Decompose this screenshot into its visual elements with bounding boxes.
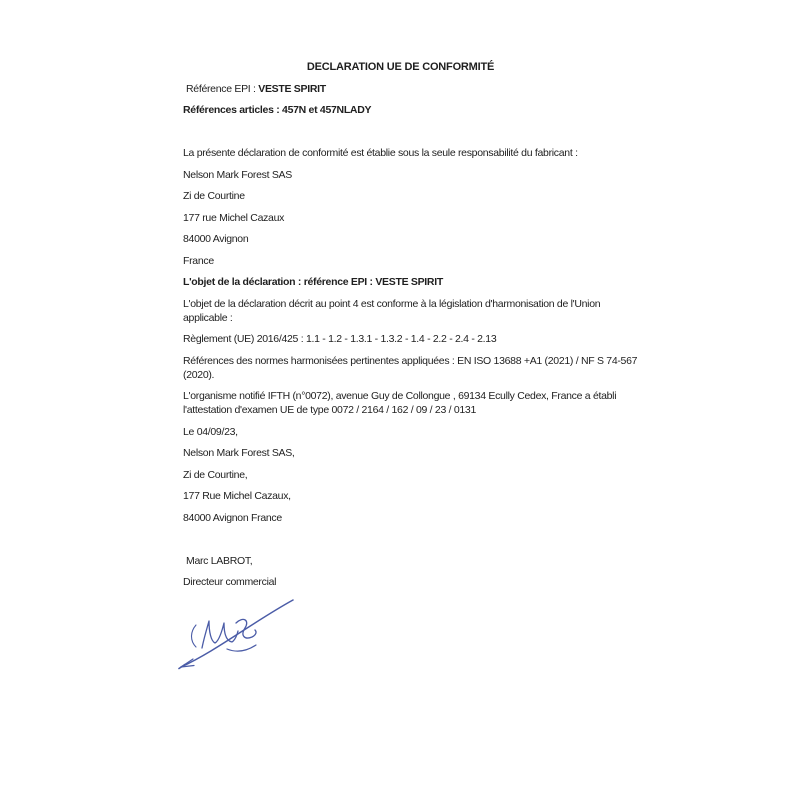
object-heading-line: L'objet de la déclaration : référence EPI : VESTE SPIRIT [183, 276, 443, 288]
standards-line-1: Références des normes harmonisées pertinentes appliquées : EN ISO 13688 +A1 (2021) / NF S 74-567 [183, 354, 638, 367]
reference-epi-line [183, 82, 618, 96]
closing-city-line: 84000 Avignon France [183, 511, 282, 524]
signatory-title-line: Directeur commercial [183, 576, 277, 588]
closing-zone-line: Zi de Courtine, [183, 468, 248, 481]
closing-street-line: 177 Rue Michel Cazaux, [183, 490, 291, 502]
manufacturer-country-line: France [183, 254, 214, 267]
notified-body-line-2: l'attestation d'examen UE de type 0072 / 2164 / 162 / 09 / 23 / 0131 [183, 404, 476, 416]
conformity-statement-paragraph [183, 297, 618, 325]
notified-body-paragraph [183, 389, 618, 417]
references-articles-line: Références articles : 457N et 457NLADY [183, 104, 372, 116]
document-content [183, 60, 638, 597]
reference-epi-value: VESTE SPIRIT [258, 82, 326, 95]
signatory-name-line: Marc LABROT, [186, 554, 253, 567]
manufacturer-name-line: Nelson Mark Forest SAS [183, 168, 292, 181]
document-title: DECLARATION UE DE CONFORMITÉ [306, 61, 495, 73]
closing-name-line: Nelson Mark Forest SAS, [183, 447, 295, 459]
manufacturer-city-line: 84000 Avignon [183, 233, 249, 245]
manufacturer-street-line: 177 rue Michel Cazaux [183, 211, 285, 224]
responsibility-statement-line: La présente déclaration de conformité est établie sous la seule responsabilité du fabricant : [183, 147, 578, 159]
date-line: Le 04/09/23, [183, 425, 238, 438]
blank-line [183, 532, 618, 546]
blank-line [183, 125, 618, 139]
conformity-statement-line-1: L'objet de la déclaration décrit au point 4 est conforme à la législation d'harmonisation de l'Union [183, 297, 601, 310]
manufacturer-zone-line: Zi de Courtine [183, 190, 245, 202]
reference-epi-label: Référence EPI : [186, 82, 259, 95]
standards-paragraph [183, 354, 638, 382]
handwritten-signature-icon [178, 594, 303, 679]
notified-body-line-1: L'organisme notifié IFTH (n°0072), avenue Guy de Collongue , 69134 Ecully Cedex, France a établi [183, 390, 617, 402]
signature-ink [179, 600, 293, 669]
standards-line-2: (2020). [183, 368, 215, 381]
regulation-line: Règlement (UE) 2016/425 : 1.1 - 1.2 - 1.3.1 - 1.3.2 - 1.4 - 2.2 - 2.4 - 2.13 [183, 333, 497, 345]
conformity-statement-line-2: applicable : [183, 311, 233, 324]
